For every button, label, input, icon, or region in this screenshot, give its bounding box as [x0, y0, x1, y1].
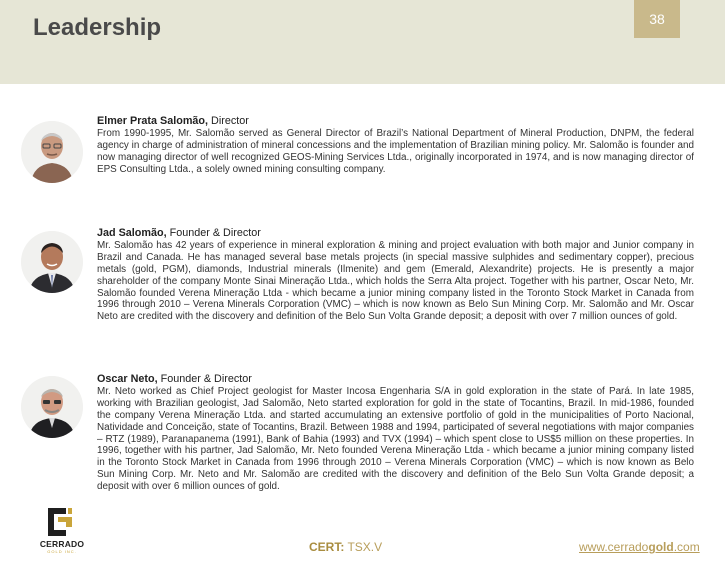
leader-role: Founder & Director	[166, 227, 261, 239]
portrait-icon	[21, 231, 83, 293]
page-title: Leadership	[33, 14, 162, 41]
leader-bio-text: Mr. Neto worked as Chief Project geologist for Master Incosa Engenharia S/A in gold exploration in the state of Pará. In late 1985, working with Brazilian geologist, Jad Salomão, Neto started exploration for gold in the state of Tocantins, Brazil. In mid-1986, founded the company Verena Mineração Ltda. and started accumulating an extensive portfolio of gold in the municipalities of Porto Nacional, Natividade and Conceição, state of Tocantins, Brazil. Between 1988 and 1994, participated of several negotiations with major companies – RTZ (1989), Paranapanema (1991), Bank of Bahia (1993) and TVX (1994) – which spent close to US$5 million on these properties. In 1996, together with his partner, Jad Salomão, Mr. Neto founded Verena Mineração Ltda - which became a junior mining company listed in the Toronto Stock Market in Canada from 1996 through 2010 – Verena Minerals Corporation (VMC) – which is now known as Belo Sun Mining Corp. Mr. Neto and Mr. Salomão are credited with the discovery and definition of the Belo Sun Volta Grande deposit; a deposit with over 6 million ounces of gold.	[97, 385, 694, 493]
url-prefix: www.cerrado	[579, 540, 649, 554]
leader-bio-text: Mr. Salomão has 42 years of experience in mineral exploration & mining and project evaluation with both major and Junior company in Brazil and Canada. He has managed several base metals projects (in special massive sulphides and sedimentary copper), precious metals (gold, PGM), diamonds, Industrial minerals (Ilmenite) and gem (Emerald, Alexandrite) projects. He is presently a major shareholder of the company Monte Sinai Mineração Ltda., which holds the Serra Alta project. Together with his partner, Oscar Neto, Mr. Salomão founded Verena Mineração Ltda - which became a junior mining company listed in the Toronto Stock Market in Canada from 1996 through 2010 – Verena Minerals Corporation (VMC) – which is now known as Belo Sun Mining Corp. Mr. Salomão and Mr. Oscar Neto are credited with the discovery and definition of the Belo Sun Volta Grande deposit; a deposit with over 7 million ounces of gold.	[97, 239, 694, 323]
cert-label: CERT:	[309, 540, 345, 554]
cert-value: TSX.V	[344, 540, 383, 554]
portrait-icon	[21, 376, 83, 438]
leader-role: Founder & Director	[157, 373, 252, 385]
avatar-photo	[21, 376, 83, 438]
url-bold: gold	[648, 540, 674, 554]
leader-bio	[97, 374, 694, 493]
portrait-icon	[21, 121, 83, 183]
avatar-photo	[21, 231, 83, 293]
header-band	[0, 0, 725, 84]
leader-name: Oscar Neto,	[97, 373, 158, 385]
cerrado-logo-icon	[44, 506, 76, 538]
leader-bio	[97, 116, 694, 176]
url-suffix: .com	[673, 540, 700, 554]
leader-role: Director	[208, 115, 249, 127]
cert-ticker	[309, 540, 382, 554]
logo-wordmark: CERRADO	[39, 539, 85, 549]
leader-name: Elmer Prata Salomão,	[97, 115, 209, 127]
page-number: 38	[634, 0, 680, 38]
leader-bio	[97, 228, 694, 323]
website-link[interactable]	[579, 540, 700, 554]
leader-bio-text: From 1990-1995, Mr. Salomão served as General Director of Brazil’s National Department of Mineral Production, DNPM, the federal agency in charge of administration of mineral concessions and the implementation of Brazilian mining policy. Mr. Salomão is founder and now managing director of well recognized GEOS-Mining Services Ltda., originally incorporated in 1974, and is now managing director of EPS Consulting Ltda., a solely owned mining consulting company.	[97, 127, 694, 175]
logo-subtitle: GOLD INC.	[47, 549, 77, 554]
leader-name: Jad Salomão,	[97, 227, 167, 239]
avatar-photo	[21, 121, 83, 183]
cerrado-logo	[36, 506, 86, 558]
